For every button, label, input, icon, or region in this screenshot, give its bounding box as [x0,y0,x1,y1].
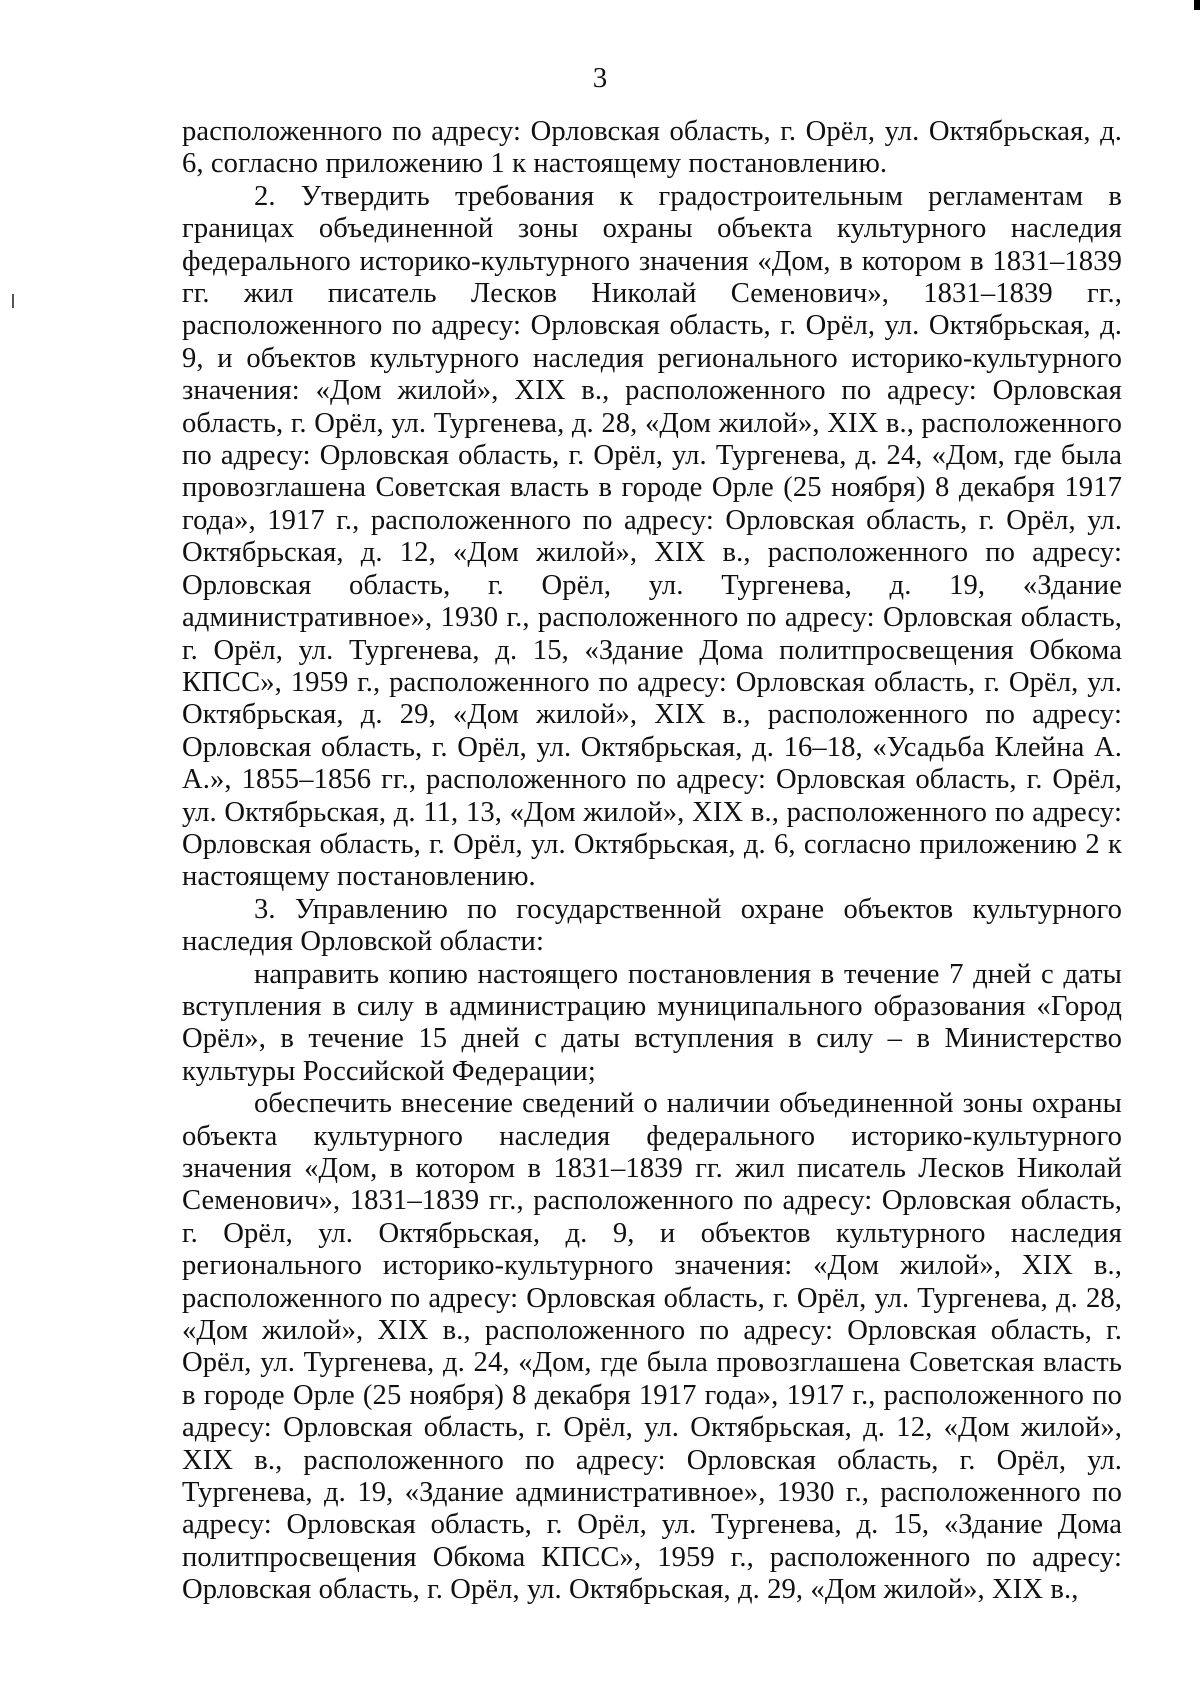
paragraph-continuation: расположенного по адресу: Орловская область, г. Орёл, ул. Октябрьская, д. 6, согласно приложению 1 к настоящему постановлению. [182,116,1122,180]
page-number: 3 [592,62,608,94]
paragraph-item-3-register-info: обеспечить внесение сведений о наличии объединенной зоны охраны объекта культурного наследия федерального историко-культурного значения «Дом, в котором в 1831–1839 гг. жил писатель Лесков Николай Семенович», 1831–1839 гг., расположенного по адресу: Орловская область, г. Орёл, ул. Октябрьская, д. 9, и объектов культурного наследия регионального историко-культурного значения: «Дом жилой», XIX в., расположенного по адресу: Орловская область, г. Орёл, ул. Тургенева, д. 28, «Дом жилой», XIX в., расположенного по адресу: Орловская область, г. Орёл, ул. Тургенева, д. 24, «Дом, где была провозглашена Советская власть в городе Орле (25 ноября) 8 декабря 1917 года», 1917 г., расположенного по адресу: Орловская область, г. Орёл, ул. Октябрьская, д. 12, «Дом жилой», XIX в., расположенного по адресу: Орловская область, г. Орёл, ул. Тургенева, д. 19, «Здание административное», 1930 г., расположенного по адресу: Орловская область, г. Орёл, ул. Тургенева, д. 15, «Здание Дома политпросвещения Обкома КПСС», 1959 г., расположенного по адресу: Орловская область, г. Орёл, ул. Октябрьская, д. 29, «Дом жилой», XIX в., [182,1088,1122,1606]
scan-artifact-corner [1194,0,1200,10]
paragraph-item-2: 2. Утвердить требования к градостроительным регламентам в границах объединенной зоны охраны объекта культурного наследия федерального историко-культурного значения «Дом, в котором в 1831–1839 гг. жил писатель Лесков Николай Семенович», 1831–1839 гг., расположенного по адресу: Орловская область, г. Орёл, ул. Октябрьская, д. 9, и объектов культурного наследия регионального историко-культурного значения: «Дом жилой», XIX в., расположенного по адресу: Орловская область, г. Орёл, ул. Тургенева, д. 28, «Дом жилой», XIX в., расположенного по адресу: Орловская область, г. Орёл, ул. Тургенева, д. 24, «Дом, где была провозглашена Советская власть в городе Орле (25 ноября) 8 декабря 1917 года», 1917 г., расположенного по адресу: Орловская область, г. Орёл, ул. Октябрьская, д. 12, «Дом жилой», XIX в., расположенного по адресу: Орловская область, г. Орёл, ул. Тургенева, д. 19, «Здание административное», 1930 г., расположенного по адресу: Орловская область, г. Орёл, ул. Тургенева, д. 15, «Здание Дома политпросвещения Обкома КПСС», 1959 г., расположенного по адресу: Орловская область, г. Орёл, ул. Октябрьская, д. 29, «Дом жилой», XIX в., расположенного по адресу: Орловская область, г. Орёл, ул. Октябрьская, д. 16–18, «Усадьба Клейна А. А.», 1855–1856 гг., расположенного по адресу: Орловская область, г. Орёл, ул. Октябрьская, д. 11, 13, «Дом жилой», XIX в., расположенного по адресу: Орловская область, г. Орёл, ул. Октябрьская, д. 6, согласно приложению 2 к настоящему постановлению. [182,180,1122,893]
document-body [182,116,1122,1607]
paragraph-item-3-send-copy: направить копию настоящего постановления в течение 7 дней с даты вступления в силу в администрацию муниципального образования «Город Орёл», в течение 15 дней с даты вступления в силу – в Министерство культуры Российской Федерации; [182,958,1122,1087]
scan-artifact-margin [12,294,14,308]
paragraph-item-3: 3. Управлению по государственной охране объектов культурного наследия Орловской области: [182,893,1122,958]
